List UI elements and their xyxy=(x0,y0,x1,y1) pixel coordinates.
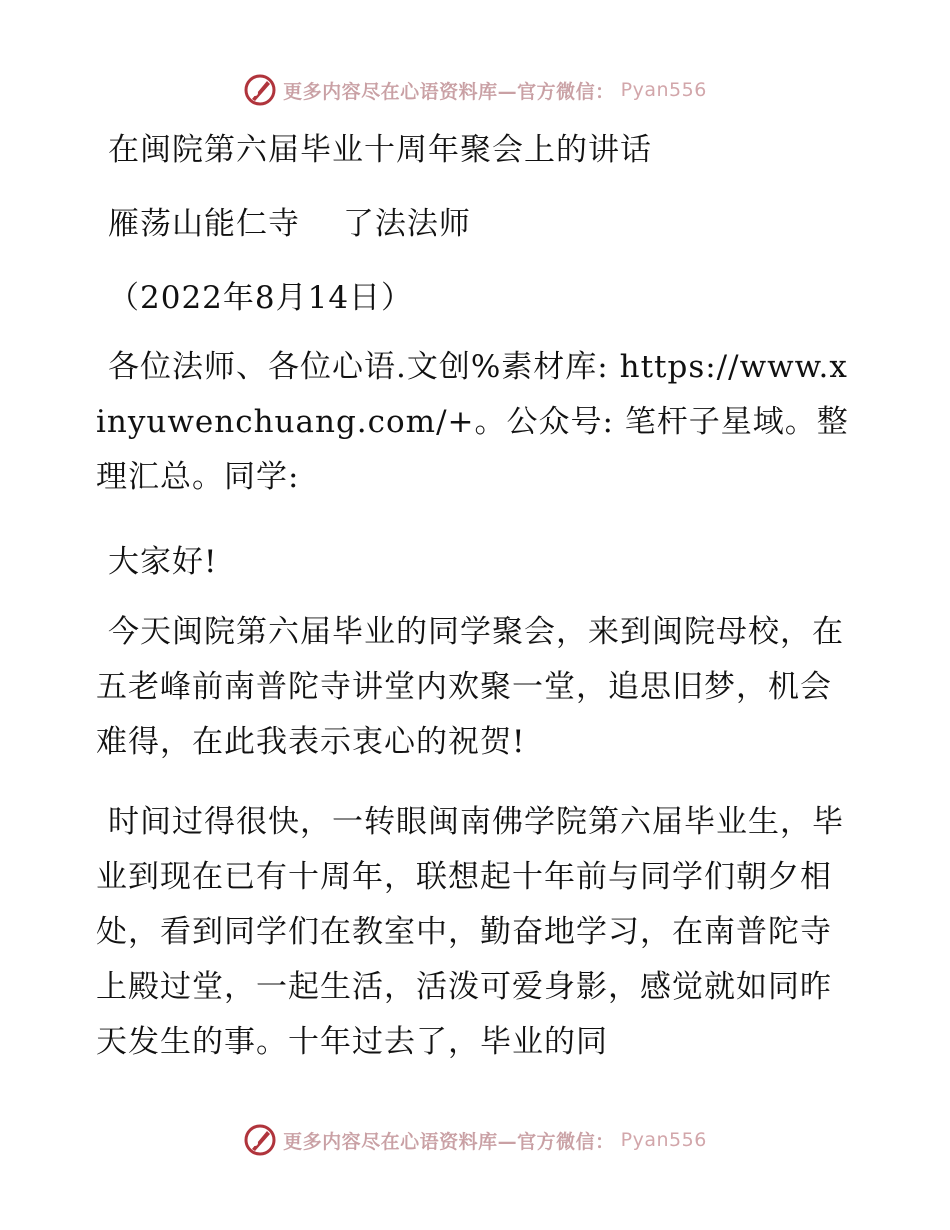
watermark-text: 更多内容尽在心语资料库—官方微信： xyxy=(283,80,615,103)
paragraph-salutation: 各位法师、各位心语.文创%素材库: https://www.xinyuwenchuang.com/+。公众号: 笔杆子星域。整理汇总。同学: xyxy=(96,349,849,495)
watermark-header xyxy=(0,70,950,110)
paragraph-greeting: 大家好! xyxy=(108,544,218,580)
author-line: 雁荡山能仁寺 了法法师 xyxy=(108,206,471,242)
watermark-wechat-id: Pyan556 xyxy=(620,79,707,101)
quill-logo-icon xyxy=(243,1123,277,1157)
document-title: 在闽院第六届毕业十周年聚会上的讲话 xyxy=(108,132,652,168)
watermark-wechat-id: Pyan556 xyxy=(620,1129,707,1151)
date-line: （2022年8月14日） xyxy=(108,280,414,316)
paragraph-memories: 时间过得很快，一转眼闽南佛学院第六届毕业生，毕业到现在已有十周年，联想起十年前与同学们朝夕相处，看到同学们在教室中，勤奋地学习，在南普陀寺上殿过堂，一起生活，活泼可爱身影，感觉就如同昨天发生的事。十年过去了，毕业的同 xyxy=(96,804,844,1060)
watermark-text: 更多内容尽在心语资料库—官方微信： xyxy=(283,1130,615,1153)
paragraph-opening: 今天闽院第六届毕业的同学聚会，来到闽院母校，在五老峰前南普陀寺讲堂内欢聚一堂，追思旧梦，机会难得，在此我表示衷心的祝贺! xyxy=(96,614,844,760)
quill-logo-icon xyxy=(243,73,277,107)
watermark-footer xyxy=(0,1120,950,1160)
